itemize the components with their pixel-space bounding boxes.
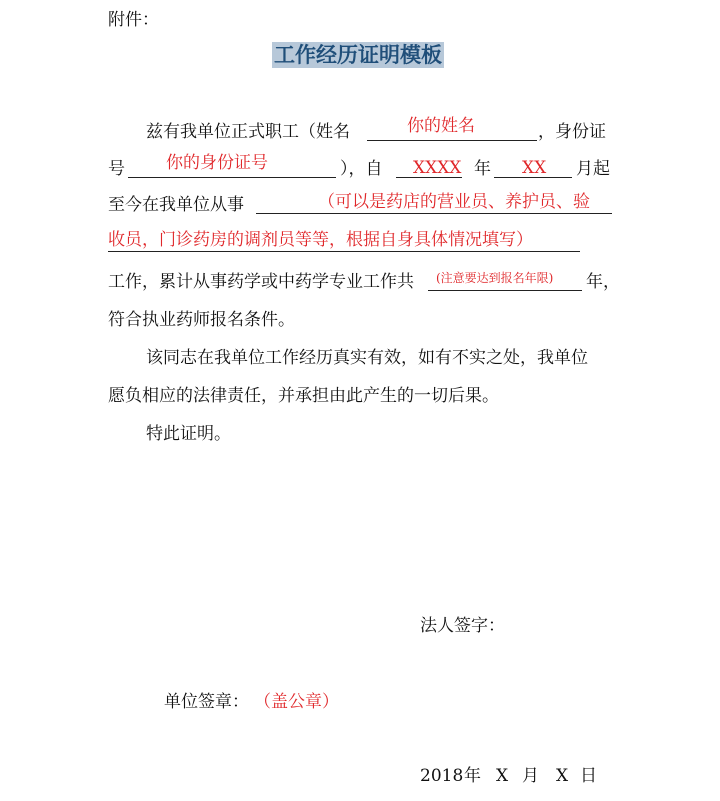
attachment-label: 附件：	[108, 10, 159, 30]
year-unit: 年	[474, 159, 491, 179]
id-underline	[128, 177, 336, 178]
seal-note: （盖公章）	[254, 692, 339, 712]
date-day: X	[556, 766, 569, 786]
years-underline	[428, 290, 582, 291]
years-note-field[interactable]: (注意要达到报名年限)	[436, 271, 554, 285]
para1-line5-suffix: 年，	[586, 272, 620, 292]
para1-line3-prefix: 至今在我单位从事	[108, 195, 244, 215]
job-field-line2[interactable]: 收员，门诊药房的调剂员等等，根据自身具体情况填写）	[108, 230, 533, 250]
para1-line2-mid1: ），自	[340, 159, 383, 179]
para1-line1-prefix: 兹有我单位正式职工（姓名	[146, 122, 350, 142]
date-year-unit: 年	[464, 766, 481, 786]
para2-line2: 愿负相应的法律责任，并承担由此产生的一切后果。	[108, 386, 499, 406]
para1-line6: 符合执业药师报名条件。	[108, 310, 295, 330]
para1-line5-prefix: 工作，累计从事药学或中药学专业工作共	[108, 272, 414, 292]
page-title: 工作经历证明模板	[274, 43, 442, 67]
legal-sign-label: 法人签字：	[420, 616, 505, 636]
para1-line1-suffix: ，身份证	[538, 122, 606, 142]
name-field[interactable]: 你的姓名	[407, 116, 475, 136]
date-day-unit: 日	[580, 766, 597, 786]
start-month-field[interactable]: XX	[522, 158, 547, 178]
para1-line2-mid2: 月起	[576, 159, 610, 179]
date-month-unit: 月	[522, 766, 539, 786]
id-number-field[interactable]: 你的身份证号	[166, 153, 268, 173]
para1-line2-prefix: 号	[108, 159, 125, 179]
job-field-line1[interactable]: （可以是药店的营业员、养护员、验	[318, 192, 590, 212]
closing-text: 特此证明。	[146, 424, 231, 444]
start-year-field[interactable]: XXXX	[413, 158, 462, 178]
date-year: 2018	[420, 766, 464, 786]
seal-label: 单位签章：	[164, 692, 249, 712]
para2-line1: 该同志在我单位工作经历真实有效，如有不实之处，我单位	[146, 348, 588, 368]
date-month: X	[496, 766, 509, 786]
name-underline	[367, 140, 537, 141]
